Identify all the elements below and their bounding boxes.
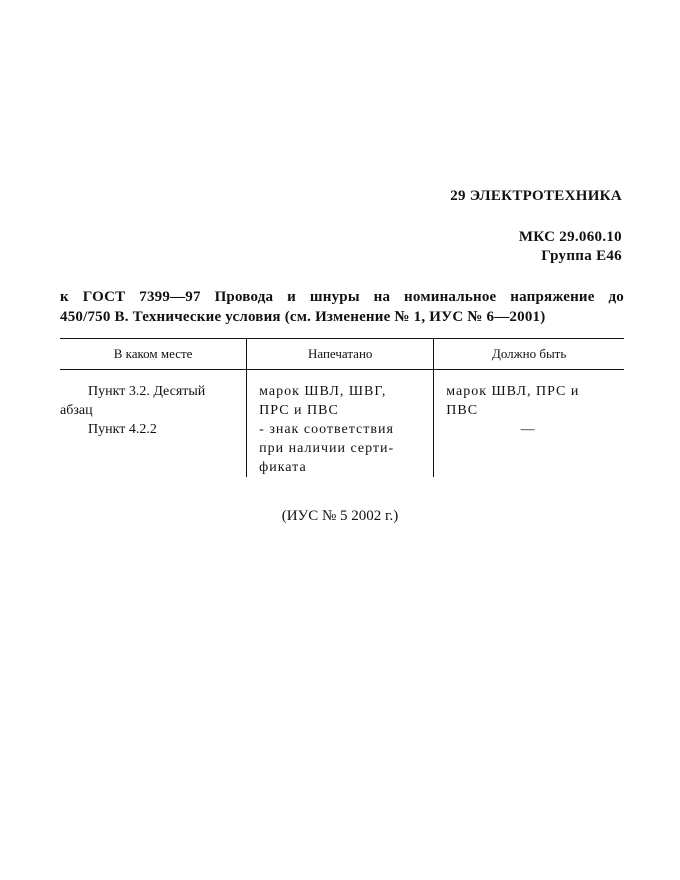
footer-reference: (ИУС № 5 2002 г.) [281,508,399,524]
table-row [60,370,624,478]
should-be-dash: — [520,422,536,437]
printed-cell [247,370,434,478]
should-be-line: ПВС [446,403,479,418]
title-line-1: к ГОСТ 7399—97 Провода и шнуры на номинальное напряжение до [60,289,624,305]
printed-line: марок ШВЛ, ШВГ, [259,384,387,399]
printed-line: - знак соответствия [259,422,394,437]
section-heading: 29 ЭЛЕКТРОТЕХНИКА [450,188,622,204]
location-item-2: Пункт 4.2.2 [88,422,157,437]
group-code: Группа Е46 [541,248,622,264]
location-item-1: Пункт 3.2. Десятый [88,384,206,399]
printed-line: фиката [259,460,307,475]
title-line-2: 450/750 В. Технические условия (см. Изменение № 1, ИУС № 6—2001) [60,309,546,325]
should-be-cell [434,370,624,478]
errata-table [60,338,624,477]
mks-code: МКС 29.060.10 [518,229,622,245]
printed-line: при наличии серти- [259,441,395,456]
table-header-row [60,339,624,370]
document-title [60,287,624,327]
printed-line: ПРС и ПВС [259,403,339,418]
column-header-location: В каком месте [60,339,247,370]
location-cell [60,370,247,478]
column-header-should-be: Должно быть [434,339,624,370]
location-item-1-cont: абзац [60,403,93,418]
should-be-line: марок ШВЛ, ПРС и [446,384,580,399]
column-header-printed: Напечатано [247,339,434,370]
